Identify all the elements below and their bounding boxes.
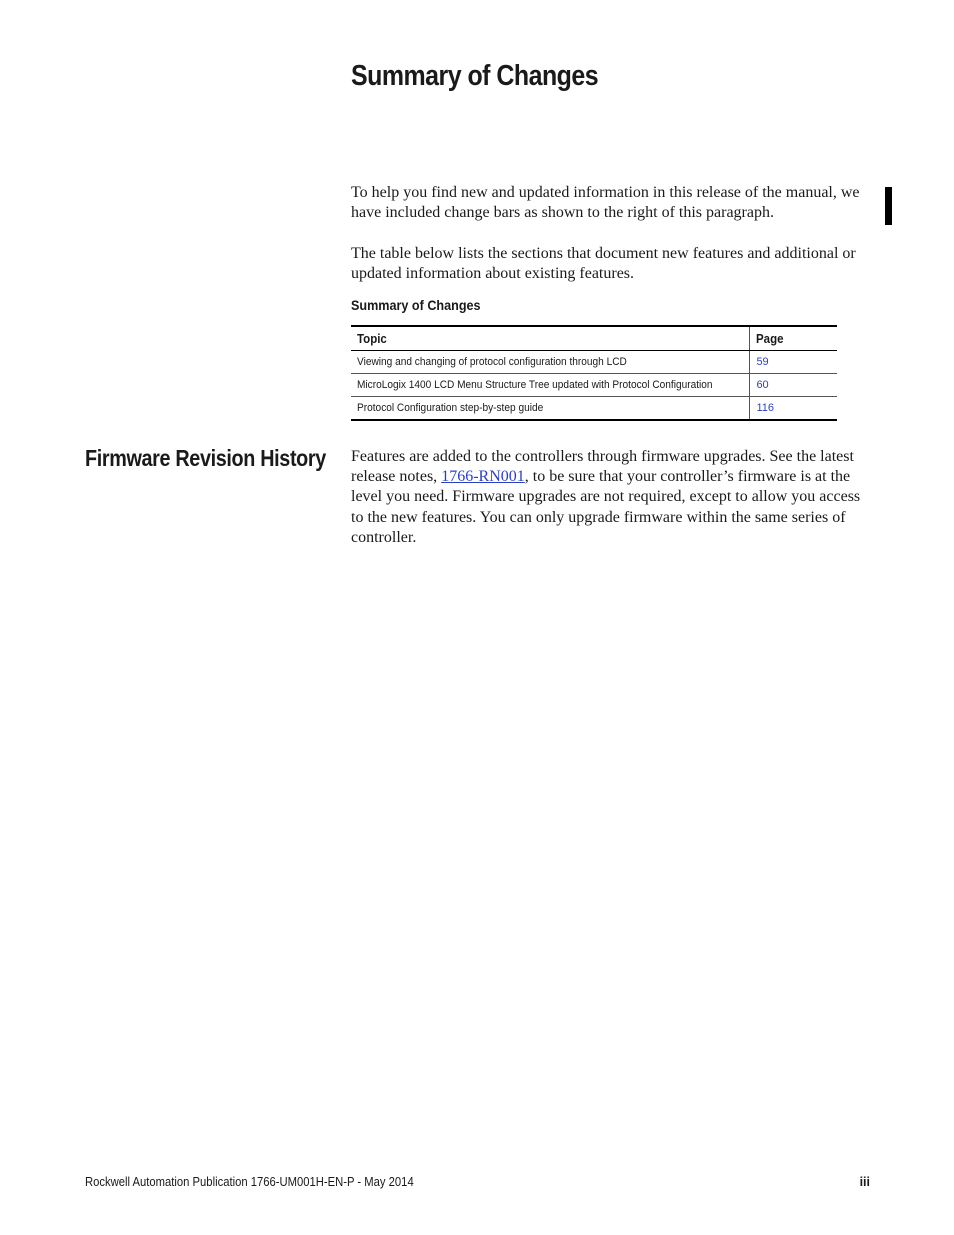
topic-cell: Viewing and changing of protocol configuration through LCD [351, 351, 750, 374]
page-cell [750, 374, 837, 397]
footer-publication: Rockwell Automation Publication 1766-UM001H-EN-P - May 2014 [85, 1175, 414, 1189]
table-caption: Summary of Changes [351, 297, 481, 313]
page-title: Summary of Changes [351, 60, 599, 92]
topic-column-header: Topic [351, 326, 750, 351]
release-notes-link[interactable]: 1766-RN001 [441, 468, 525, 486]
page-cell [750, 397, 837, 421]
firmware-text-after-link: , to be sure that your controller’s firmware is at the level you need. Firmware upgrades are not required, except to allow you access to the new features. You can only upgrade firmware within the same series of controller. [351, 468, 861, 546]
firmware-text-before-link: Features are added to the controllers through firmware upgrades. See the latest release notes, [351, 448, 854, 486]
summary-of-changes-table [351, 325, 837, 421]
intro-paragraph: To help you find new and updated information in this release of the manual, we have included change bars as shown to the right of this paragraph. [351, 184, 860, 222]
intro-paragraph-2: The table below lists the sections that document new features and additional or updated information about existing features. [351, 245, 856, 283]
footer-page-number: iii [859, 1175, 870, 1189]
topic-cell: MicroLogix 1400 LCD Menu Structure Tree updated with Protocol Configuration [351, 374, 750, 397]
page-cell [750, 351, 837, 374]
firmware-section-heading: Firmware Revision History [85, 445, 326, 471]
table-row [351, 351, 837, 374]
page-column-header: Page [750, 326, 837, 351]
table-row [351, 397, 837, 421]
firmware-paragraph [351, 447, 873, 548]
page-link[interactable]: 116 [756, 402, 774, 414]
page-link[interactable]: 59 [756, 356, 769, 368]
table-header-row [351, 326, 837, 351]
change-bar [885, 187, 892, 225]
page-link[interactable]: 60 [756, 379, 769, 391]
table-row [351, 374, 837, 397]
topic-cell: Protocol Configuration step-by-step guide [357, 402, 544, 414]
